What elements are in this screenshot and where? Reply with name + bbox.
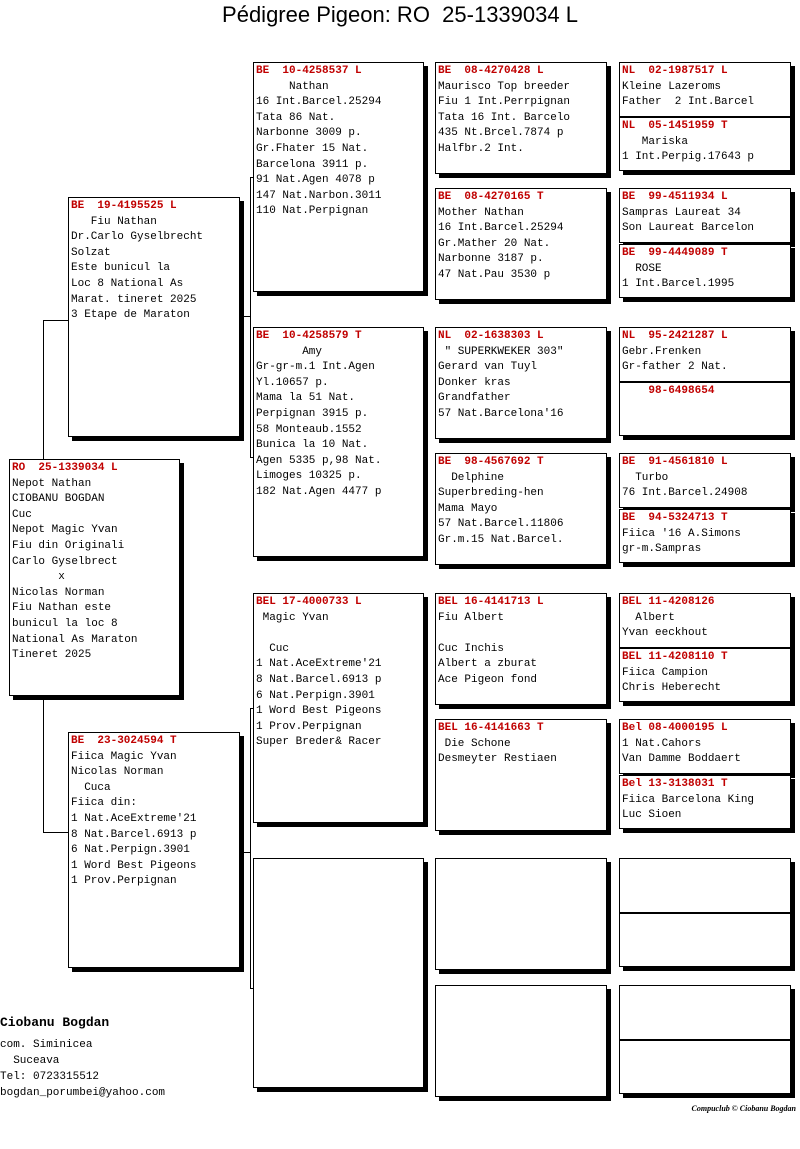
ring-number: NL 02-1987517 L — [622, 65, 728, 77]
pedigree-box — [435, 719, 607, 831]
pigeon-info-line: Albert a zburat — [438, 658, 538, 671]
pigeon-info-line: 6 Nat.Perpign.3901 — [71, 844, 190, 857]
pigeon-info-line: 1 Prov.Perpignan — [71, 875, 177, 888]
connector — [43, 320, 70, 321]
ring-number: Bel 08-4000195 L — [622, 722, 728, 734]
pigeon-info-line: Van Damme Boddaert — [622, 753, 741, 766]
credit-text: Compuclub © Ciobanu Bogdan — [691, 1104, 796, 1113]
pigeon-info-line: Delphine — [438, 471, 505, 484]
pedigree-box — [619, 62, 791, 117]
owner-email: bogdan_porumbei@yahoo.com — [0, 1087, 166, 1099]
pedigree-box — [253, 327, 424, 557]
pedigree-box — [435, 593, 607, 705]
ring-number — [622, 1042, 788, 1058]
pigeon-info-line: Cuca — [71, 781, 111, 794]
pigeon-info-line: Gebr.Frenken — [622, 345, 702, 358]
pedigree-box — [253, 858, 424, 1088]
pigeon-info-line: Desmeyter Restiaen — [438, 753, 557, 766]
pigeon-info-line: Carlo Gyselbrect — [12, 555, 118, 568]
owner-address-line: Suceava — [0, 1055, 60, 1067]
ring-number — [438, 860, 604, 876]
pigeon-info-line: Marat. tineret 2025 — [71, 293, 197, 306]
pedigree-box — [435, 453, 607, 565]
pigeon-info-line: x — [12, 571, 65, 584]
ring-number: BE 94-5324713 T — [622, 512, 728, 524]
connector — [43, 320, 44, 460]
ring-number: BEL 11-4208110 T — [622, 651, 728, 663]
ring-number: RO 25-1339034 L — [12, 462, 118, 474]
pedigree-box — [619, 858, 791, 913]
pigeon-info-line: Cuc Inchis — [438, 642, 505, 655]
ring-number — [622, 987, 788, 1003]
pedigree-box — [435, 62, 607, 174]
pigeon-info-line: Yl.10657 p. — [256, 376, 329, 389]
pedigree-box — [619, 117, 791, 171]
pigeon-info-line: 47 Nat.Pau 3530 p — [438, 268, 551, 281]
pigeon-info-line: 1 Nat.Cahors — [622, 737, 702, 750]
pigeon-info-line: Gerard van Tuyl — [438, 361, 538, 374]
pigeon-info-line: CIOBANU BOGDAN — [12, 493, 105, 506]
pigeon-info-line: bunicul la loc 8 — [12, 617, 118, 630]
pigeon-info-line: 1 Prov.Perpignan — [256, 720, 362, 733]
pigeon-info-line: Nicolas Norman — [12, 586, 105, 599]
pedigree-box — [619, 188, 791, 243]
pigeon-info-line: Gr-gr-m.1 Int.Agen — [256, 361, 375, 374]
ring-number: NL 02-1638303 L — [438, 330, 544, 342]
pigeon-info-line: Loc 8 National As — [71, 277, 184, 290]
pigeon-info-line: Tata 86 Nat. — [256, 111, 336, 124]
pedigree-box — [253, 62, 424, 292]
pigeon-info-line: Gr.m.15 Nat.Barcel. — [438, 533, 564, 546]
pigeon-info-line: 1 Word Best Pigeons — [256, 705, 382, 718]
pigeon-info-line: Tata 16 Int. Barcelo — [438, 111, 571, 124]
ring-number: BE 08-4270165 T — [438, 191, 544, 203]
pedigree-box — [619, 985, 791, 1040]
pigeon-info-line: Mariska — [622, 135, 689, 148]
pigeon-info-line: Fiica '16 A.Simons — [622, 527, 741, 540]
pigeon-info-line: gr-m.Sampras — [622, 543, 702, 556]
pedigree-box — [619, 327, 791, 382]
pedigree-box — [619, 1040, 791, 1094]
pedigree-box — [619, 453, 791, 508]
pigeon-info-line: 8 Nat.Barcel.6913 p — [256, 673, 382, 686]
pigeon-info-line: 8 Nat.Barcel.6913 p — [71, 828, 197, 841]
pedigree-box — [68, 197, 240, 437]
pigeon-info-line: Albert — [622, 611, 675, 624]
pigeon-info-line: Dr.Carlo Gyselbrecht — [71, 231, 204, 244]
pigeon-info-line: Gr.Fhater 15 Nat. — [256, 142, 369, 155]
pigeon-info-line: 6 Nat.Perpign.3901 — [256, 689, 375, 702]
pigeon-info-line: 1 Word Best Pigeons — [71, 859, 197, 872]
pigeon-info-line: Grandfather — [438, 392, 511, 405]
pedigree-box — [619, 382, 791, 436]
pigeon-info-line: Gr.Mather 20 Nat. — [438, 237, 551, 250]
pigeon-info-line: Solzat — [71, 246, 111, 259]
pigeon-info-line: 1 Nat.AceExtreme'21 — [256, 658, 382, 671]
ring-number: BEL 17-4000733 L — [256, 596, 362, 608]
connector — [43, 696, 44, 832]
pigeon-info-line: 147 Nat.Narbon.3011 — [256, 189, 382, 202]
pigeon-info-line: Superbreding-hen — [438, 487, 544, 500]
ring-number: BE 99-4511934 L — [622, 191, 728, 203]
ring-number: BE 23-3024594 T — [71, 735, 177, 747]
pigeon-info-line: Turbo — [622, 471, 669, 484]
pigeon-info-line: Fiica Barcelona King — [622, 793, 755, 806]
pigeon-info-line: Sampras Laureat 34 — [622, 206, 741, 219]
ring-number: BE 91-4561810 L — [622, 456, 728, 468]
connector — [240, 316, 250, 317]
pigeon-info-line: ROSE — [622, 262, 662, 275]
pedigree-box — [619, 509, 791, 563]
pigeon-info-line: 1 Int.Perpig.17643 p — [622, 151, 755, 164]
ring-number: BE 10-4258579 T — [256, 330, 362, 342]
pigeon-info-line: Ace Pigeon fond — [438, 673, 538, 686]
pigeon-info-line: Luc Sioen — [622, 809, 682, 822]
pigeon-info-line: Narbonne 3187 p. — [438, 253, 544, 266]
pigeon-info-line: Tineret 2025 — [12, 649, 92, 662]
pigeon-info-line: Nathan — [256, 80, 329, 93]
connector — [250, 708, 251, 988]
pedigree-box — [619, 775, 791, 829]
pigeon-info-line: Magic Yvan — [256, 611, 329, 624]
pigeon-info-line: Fiica Campion — [622, 666, 708, 679]
pigeon-info-line: Nicolas Norman — [71, 766, 164, 779]
pigeon-info-line: Perpignan 3915 p. — [256, 407, 369, 420]
pigeon-info-line: Donker kras — [438, 376, 511, 389]
ring-number: BE 08-4270428 L — [438, 65, 544, 77]
pigeon-info-line: Nepot Magic Yvan — [12, 524, 118, 537]
pigeon-info-line: Super Breder& Racer — [256, 736, 382, 749]
pedigree-box — [9, 459, 180, 696]
ring-number — [622, 860, 788, 876]
pedigree-box — [435, 188, 607, 300]
pedigree-box — [619, 244, 791, 298]
ring-number: Bel 13-3138031 T — [622, 778, 728, 790]
pigeon-info-line: 57 Nat.Barcelona'16 — [438, 407, 564, 420]
pigeon-info-line — [256, 626, 421, 642]
pigeon-info-line — [438, 626, 604, 642]
connector — [250, 177, 251, 457]
owner-phone: Tel: 0723315512 — [0, 1071, 100, 1083]
ring-number: BE 10-4258537 L — [256, 65, 362, 77]
pigeon-info-line: Fiu 1 Int.Perrpignan — [438, 96, 571, 109]
pigeon-info-line: 16 Int.Barcel.25294 — [438, 222, 564, 235]
pigeon-info-line: 182 Nat.Agen 4477 p — [256, 485, 382, 498]
pigeon-info-line: Mama Mayo — [438, 502, 498, 515]
pigeon-info-line: 16 Int.Barcel.25294 — [256, 96, 382, 109]
pigeon-info-line: National As Maraton — [12, 633, 138, 646]
pedigree-box — [435, 327, 607, 439]
pigeon-info-line: Limoges 10325 p. — [256, 470, 362, 483]
pigeon-info-line: Fiica din: — [71, 797, 138, 810]
pigeon-info-line: Fiu din Originali — [12, 539, 125, 552]
pedigree-box — [435, 858, 607, 970]
pigeon-info-line: Son Laureat Barcelon — [622, 222, 755, 235]
pedigree-box — [253, 593, 424, 823]
pigeon-info-line: Kleine Lazeroms — [622, 80, 722, 93]
pedigree-box — [619, 593, 791, 648]
pigeon-info-line: Barcelona 3911 p. — [256, 158, 369, 171]
pedigree-box — [619, 913, 791, 967]
pigeon-info-line: 110 Nat.Perpignan — [256, 205, 369, 218]
connector — [43, 832, 70, 833]
pigeon-info-line: 91 Nat.Agen 4078 p — [256, 174, 375, 187]
pigeon-info-line: 57 Nat.Barcel.11806 — [438, 518, 564, 531]
pigeon-info-line: Maurisco Top breeder — [438, 80, 571, 93]
pigeon-info-line: Chris Heberecht — [622, 682, 722, 695]
pigeon-info-line: Amy — [256, 345, 323, 358]
pigeon-info-line: Father 2 Int.Barcel — [622, 96, 755, 109]
pigeon-info-line: Nepot Nathan — [12, 477, 92, 490]
pigeon-info-line: 76 Int.Barcel.24908 — [622, 487, 748, 500]
ring-number: BE 99-4449089 T — [622, 247, 728, 259]
ring-number — [622, 915, 788, 931]
ring-number — [256, 860, 421, 876]
pigeon-info-line: 435 Nt.Brcel.7874 p — [438, 127, 564, 140]
ring-number: BEL 16-4141663 T — [438, 722, 544, 734]
pigeon-info-line: Mama la 51 Nat. — [256, 392, 356, 405]
pigeon-info-line: Yvan eeckhout — [622, 627, 708, 640]
pigeon-info-line: Mother Nathan — [438, 206, 524, 219]
pigeon-info-line: Cuc — [12, 508, 32, 521]
pigeon-info-line: Fiica Magic Yvan — [71, 750, 177, 763]
pigeon-info-line: Die Schone — [438, 737, 511, 750]
owner-name: Ciobanu Bogdan — [0, 1015, 110, 1030]
ring-number — [438, 987, 604, 1003]
pigeon-info-line: " SUPERKWEKER 303" — [438, 345, 564, 358]
ring-number: NL 05-1451959 T — [622, 120, 728, 132]
pigeon-info-line: 1 Nat.AceExtreme'21 — [71, 812, 197, 825]
pedigree-box — [619, 648, 791, 702]
ring-number: BEL 16-4141713 L — [438, 596, 544, 608]
ring-number: NL 95-2421287 L — [622, 330, 728, 342]
pigeon-info-line: Agen 5335 p,98 Nat. — [256, 454, 382, 467]
ring-number: BE 19-4195525 L — [71, 200, 177, 212]
pigeon-info-line: 1 Int.Barcel.1995 — [622, 278, 735, 291]
pigeon-info-line: Gr-father 2 Nat. — [622, 361, 728, 374]
pigeon-info-line: Este bunicul la — [71, 262, 171, 275]
ring-number: BEL 11-4208126 — [622, 596, 715, 608]
pigeon-info-line: Cuc — [256, 642, 290, 655]
pigeon-info-line: 58 Monteaub.1552 — [256, 423, 362, 436]
ring-number: BE 98-4567692 T — [438, 456, 544, 468]
pigeon-info-line: Fiu Nathan — [71, 215, 157, 228]
pigeon-info-line: Fiu Albert — [438, 611, 505, 624]
pigeon-info-line: Halfbr.2 Int. — [438, 142, 524, 155]
pigeon-info-line: Fiu Nathan este — [12, 602, 112, 615]
pigeon-info-line: Narbonne 3009 p. — [256, 127, 362, 140]
pedigree-box — [435, 985, 607, 1097]
pedigree-box — [619, 719, 791, 774]
pigeon-info-line: 3 Etape de Maraton — [71, 309, 190, 322]
connector — [240, 852, 250, 853]
owner-address-line: com. Siminicea — [0, 1039, 93, 1051]
pigeon-info-line: Bunica la 10 Nat. — [256, 439, 369, 452]
page-title: Pédigree Pigeon: RO 25-1339034 L — [222, 2, 578, 27]
pedigree-box — [68, 732, 240, 968]
ring-number: 98-6498654 — [622, 385, 715, 397]
